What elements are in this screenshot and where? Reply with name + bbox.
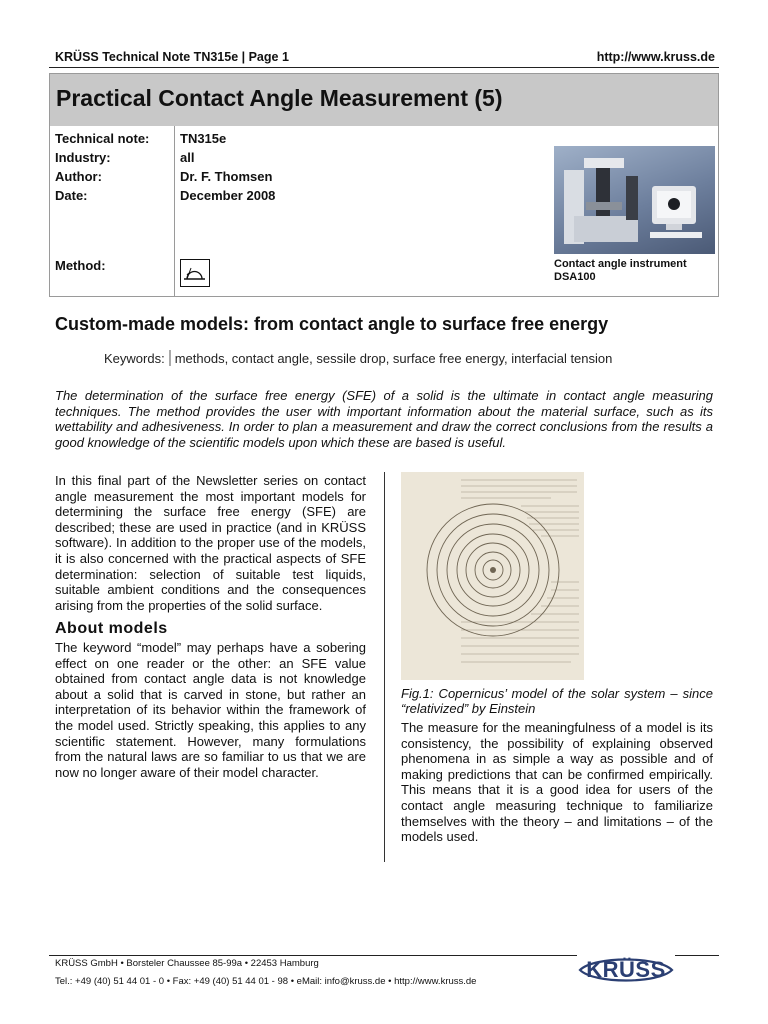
meta-label-date: Date: bbox=[55, 188, 88, 203]
meta-value-technical-note: TN315e bbox=[180, 131, 227, 146]
meta-label-technical-note: Technical note: bbox=[55, 131, 150, 146]
models-paragraph: The keyword “model” may perhaps have a sobering effect on one reader or the other: an SFE value obtained from contact angle data is not knowledge about a solid that is carved in stone, but rather an interpretation of its behavior within the framework of the model used. Strictly speaking, this applies to any scientific statement. However, many formulations from the natural laws are so familiar to us that we are now no longer aware of their model character. bbox=[55, 639, 366, 780]
meta-value-date: December 2008 bbox=[180, 188, 276, 203]
instrument-caption-line1: Contact angle instrument bbox=[554, 258, 687, 270]
page-header bbox=[49, 48, 719, 68]
footer-address: KRÜSS GmbH • Borsteler Chaussee 85-99a • 22453 Hamburg bbox=[55, 958, 319, 969]
instrument-caption bbox=[554, 258, 687, 284]
footer-contact: Tel.: +49 (40) 51 44 01 - 0 • Fax: +49 (40) 51 44 01 - 98 • eMail: info@kruss.de • http://www.kruss.de bbox=[55, 976, 477, 987]
column-divider bbox=[384, 472, 385, 862]
section-heading-about-models: About models bbox=[55, 620, 168, 638]
section-subtitle: Custom-made models: from contact angle to surface free energy bbox=[55, 314, 609, 334]
keywords-divider bbox=[169, 350, 171, 366]
footer-rule-left bbox=[49, 955, 577, 956]
left-column bbox=[55, 473, 366, 780]
intro-paragraph: In this final part of the Newsletter series on contact angle measurement the most important models for determining the surface free energy (SFE) are described; these are used in practice (and in KRÜSS software). In addition to the proper use of the models, it is also concerned with the practical aspects of SFE determination: selection of suitable test liquids, suitable ambient conditions and the consequences arising from the properties of the solid surface. bbox=[55, 473, 366, 613]
copernicus-figure bbox=[401, 472, 584, 680]
meta-value-industry: all bbox=[180, 150, 195, 165]
kruss-logo bbox=[576, 952, 676, 988]
contact-angle-icon bbox=[180, 259, 210, 287]
instrument-caption-line2: DSA100 bbox=[554, 271, 596, 283]
meta-value-author: Dr. F. Thomsen bbox=[180, 169, 273, 184]
keywords-row bbox=[104, 350, 612, 366]
title-box bbox=[49, 73, 719, 297]
keywords-label: Keywords: bbox=[104, 351, 165, 366]
meta-label-method: Method: bbox=[55, 258, 106, 273]
keywords-text: methods, contact angle, sessile drop, surface free energy, interfacial tension bbox=[174, 351, 613, 366]
figure-caption: Fig.1: Copernicus’ model of the solar system – since “relativized” by Einstein bbox=[401, 686, 713, 716]
instrument-photo bbox=[554, 146, 715, 254]
header-url-link[interactable]: http://www.kruss.de bbox=[596, 50, 715, 64]
right-paragraph: The measure for the meaningfulness of a model is its consistency, the possibility of explaining observed phenomena in as simple a way as possible and of making predictions that can be confirmed empirically. This means that it is a good idea for users of the contact angle measuring technique to familiarize themselves with the theory – and limitations – of the models used. bbox=[401, 720, 713, 845]
header-note-label: KRÜSS Technical Note TN315e | Page 1 bbox=[55, 50, 289, 64]
meta-label-author: Author: bbox=[55, 169, 102, 184]
title-band bbox=[50, 74, 718, 126]
page-title: Practical Contact Angle Measurement (5) bbox=[56, 85, 503, 111]
logo-text: KRÜSS bbox=[586, 957, 666, 982]
footer-rule-right bbox=[675, 955, 719, 956]
header-rule bbox=[49, 67, 719, 68]
abstract-paragraph: The determination of the surface free energy (SFE) of a solid is the ultimate in contact angle measuring techniques. The method provides the user with important information about the material surface, such as its wettability and adhesiveness. In order to plan a measurement and draw the correct conclusions from the results a good knowledge of the scientific models upon which these are based is useful. bbox=[55, 388, 713, 450]
meta-label-industry: Industry: bbox=[55, 150, 111, 165]
meta-column-divider bbox=[174, 126, 175, 296]
